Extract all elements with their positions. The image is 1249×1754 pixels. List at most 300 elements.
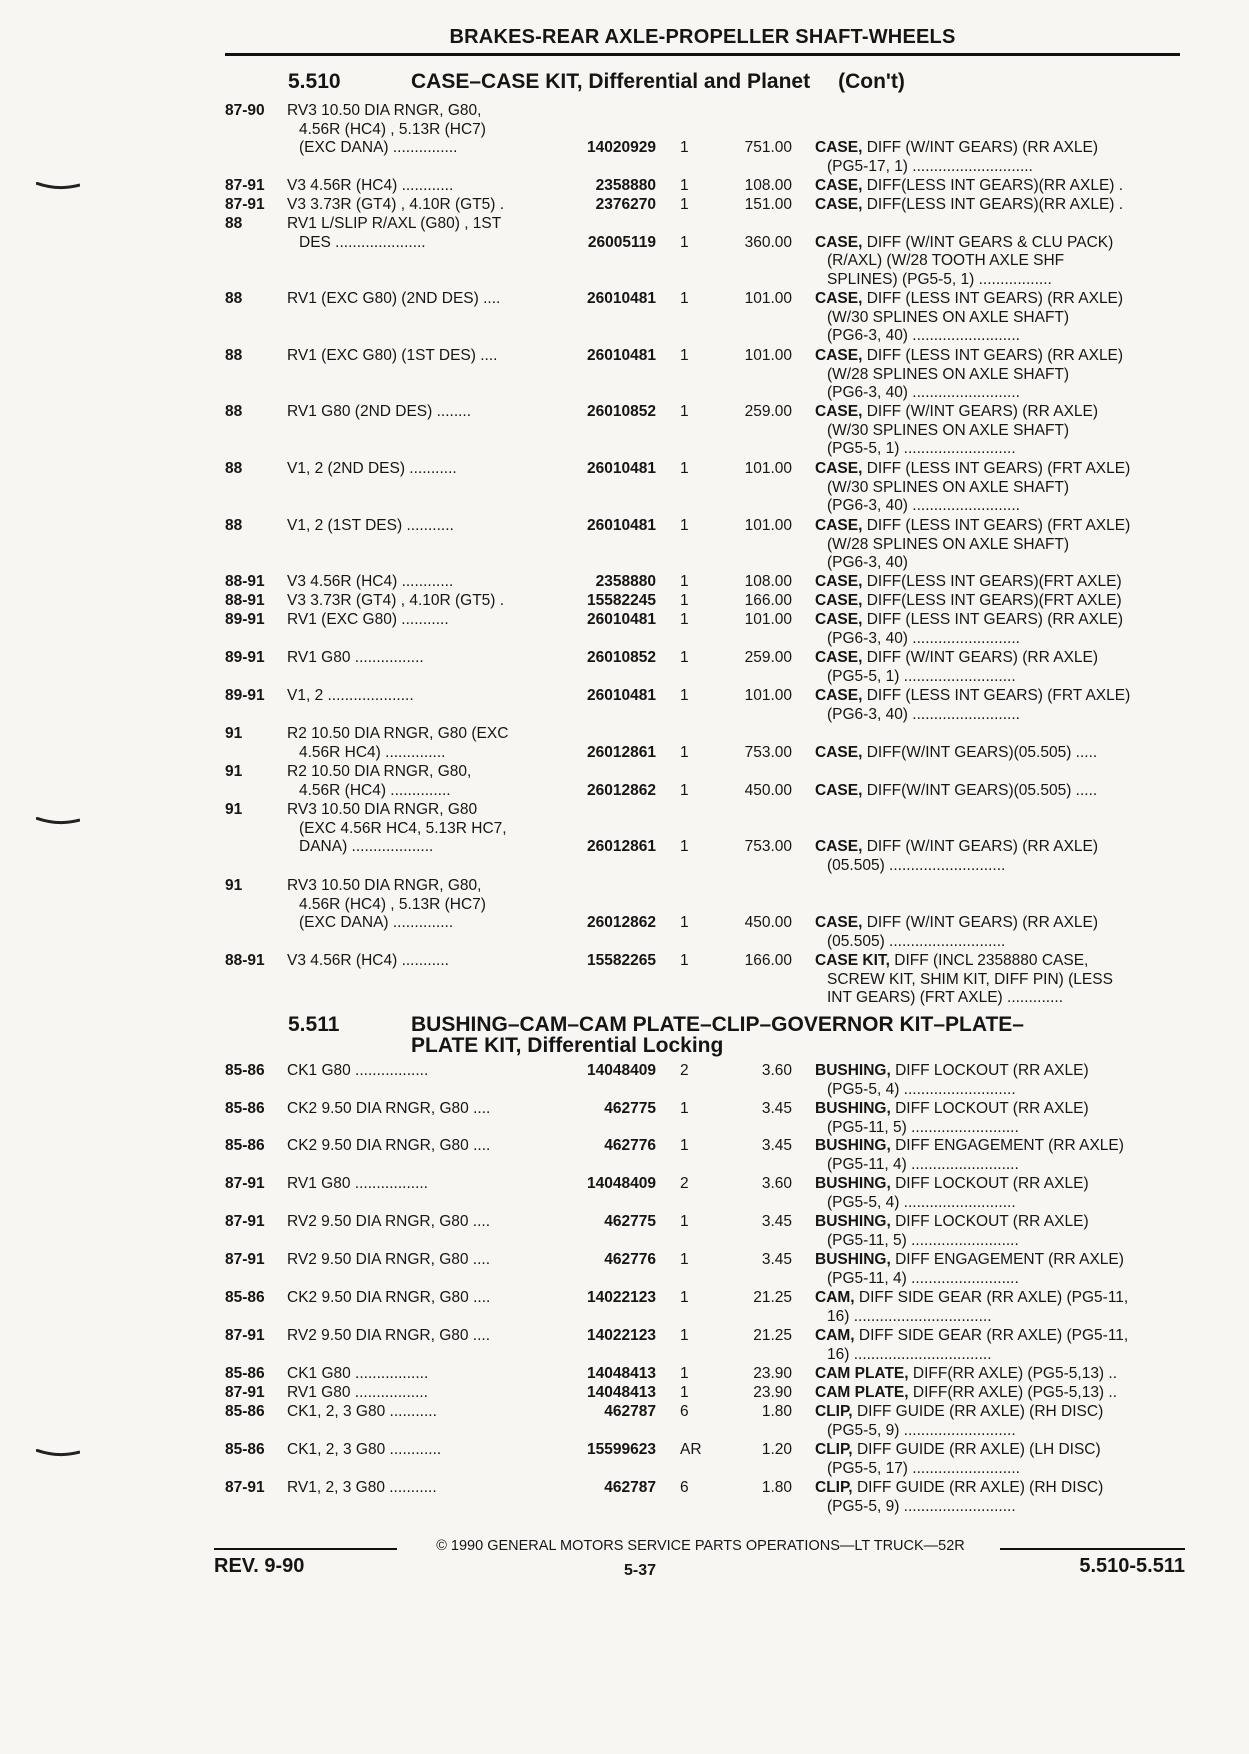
model-year: 88: [225, 347, 243, 364]
part-name-line: [815, 177, 1180, 196]
part-number: 462775: [604, 1100, 656, 1117]
quantity: 1: [680, 139, 689, 156]
part-number: 462775: [604, 1213, 656, 1230]
application-description: [287, 177, 552, 196]
part-name: [815, 517, 1180, 573]
part-name-line: [815, 1460, 1180, 1479]
part-name-line: [815, 252, 1180, 271]
description-line: RV1 (EXC G80) ...........: [287, 611, 449, 628]
part-name-text: (W/28 SPLINES ON AXLE SHAFT): [827, 365, 1070, 383]
part-number: 26010481: [587, 687, 656, 704]
price: 108.00: [744, 177, 792, 194]
part-name-text: (W/30 SPLINES ON AXLE SHAFT): [827, 308, 1070, 326]
part-number: 26010481: [587, 460, 656, 477]
part-name: [815, 139, 1180, 176]
part-number: 14048413: [587, 1384, 656, 1401]
description-line: (EXC DANA) ..............: [299, 914, 454, 931]
part-number: 462787: [604, 1403, 656, 1420]
part-number: 15582245: [587, 592, 656, 609]
description-line: RV1 L/SLIP R/AXL (G80) , 1ST: [287, 215, 502, 232]
part-number: 26012861: [587, 743, 656, 761]
model-year: 87-90: [225, 102, 265, 119]
part-number: 26005119: [587, 233, 656, 251]
part-name: [815, 1365, 1180, 1384]
price: 151.00: [744, 196, 792, 213]
part-name: [815, 196, 1180, 215]
price: 108.00: [744, 573, 792, 590]
quantity: 1: [680, 1384, 689, 1401]
part-name-noun: CAM PLATE,: [815, 1365, 909, 1382]
description-line: V1, 2 ....................: [287, 687, 414, 704]
description-line: V1, 2 (2ND DES) ...........: [287, 460, 457, 477]
part-name-noun: CASE,: [815, 649, 863, 666]
part-name-noun: CASE,: [815, 687, 863, 704]
part-name-noun: CASE,: [815, 196, 863, 213]
description-line: V3 4.56R (HC4) ............: [287, 573, 454, 590]
part-name-line: [815, 1137, 1180, 1156]
part-name-line: [815, 782, 1180, 801]
part-number: 14048409: [587, 1175, 656, 1192]
price: 101.00: [744, 290, 792, 307]
description-line: CK2 9.50 DIA RNGR, G80 ....: [287, 1100, 491, 1117]
part-name-text: (W/30 SPLINES ON AXLE SHAFT): [827, 478, 1070, 496]
part-name-line: [815, 403, 1180, 422]
part-number: 26010481: [587, 611, 656, 628]
application-description: [287, 290, 552, 309]
application-description: [287, 215, 552, 252]
part-name-line: [815, 536, 1180, 555]
model-year: 85-86: [225, 1403, 265, 1420]
part-name-line: [815, 744, 1180, 763]
quantity: 1: [680, 914, 689, 931]
part-name-noun: CASE,: [815, 743, 863, 761]
part-name-line: [815, 706, 1180, 725]
part-name-text: DIFF (LESS INT GEARS) (FRT AXLE): [866, 460, 1131, 477]
part-name-text: (PG6-3, 40) .........................: [827, 629, 1020, 647]
model-year: 88: [225, 517, 243, 534]
part-name-text: 16) ................................: [827, 1307, 992, 1325]
part-name-noun: CASE,: [815, 517, 863, 534]
description-line: RV1, 2, 3 G80 ...........: [287, 1479, 437, 1496]
quantity: 1: [680, 1251, 689, 1268]
price: 166.00: [744, 592, 792, 609]
part-name-noun: BUSHING,: [815, 1251, 891, 1268]
part-name-line: [815, 611, 1180, 630]
model-year: 85-86: [225, 1062, 265, 1079]
part-name: [815, 592, 1180, 611]
part-name-line: [815, 1213, 1180, 1232]
application-description: [287, 1213, 552, 1232]
price: 1.20: [761, 1441, 792, 1458]
quantity: 1: [680, 233, 689, 251]
quantity: 1: [680, 611, 689, 628]
part-name-text: 16) ................................: [827, 1345, 992, 1363]
part-name-text: DIFF (W/INT GEARS & CLU PACK): [866, 233, 1114, 251]
part-name-text: DIFF(LESS INT GEARS)(RR AXLE) .: [866, 196, 1124, 213]
part-name-noun: CASE,: [815, 290, 863, 307]
model-year: 87-91: [225, 1479, 265, 1496]
part-name-text: DIFF (LESS INT GEARS) (FRT AXLE): [866, 687, 1131, 704]
part-name-noun: CASE,: [815, 233, 863, 251]
part-name: [815, 1441, 1180, 1478]
description-line: 4.56R HC4) ..............: [299, 743, 446, 761]
part-name-line: [815, 309, 1180, 328]
price: 753.00: [744, 743, 792, 761]
quantity: AR: [680, 1441, 702, 1458]
quantity: 1: [680, 1289, 689, 1306]
description-line: 4.56R (HC4) ..............: [299, 781, 451, 799]
description-line: RV3 10.50 DIA RNGR, G80,: [287, 877, 482, 894]
part-name-text: DIFF (W/INT GEARS) (RR AXLE): [866, 649, 1099, 666]
part-name-line: [815, 1270, 1180, 1289]
description-line: CK2 9.50 DIA RNGR, G80 ....: [287, 1137, 491, 1154]
part-name-line: [815, 347, 1180, 366]
part-name-text: DIFF LOCKOUT (RR AXLE): [895, 1100, 1089, 1117]
model-year: 85-86: [225, 1100, 265, 1117]
part-name-noun: CASE KIT,: [815, 952, 890, 969]
part-name-line: [815, 158, 1180, 177]
application-description: [287, 952, 552, 971]
part-name: [815, 1062, 1180, 1099]
price: 166.00: [744, 952, 792, 969]
quantity: 1: [680, 196, 689, 213]
part-name-line: [815, 989, 1180, 1008]
description-line: (EXC 4.56R HC4, 5.13R HC7,: [299, 819, 507, 837]
part-name: [815, 1251, 1180, 1288]
part-name-line: [815, 649, 1180, 668]
part-name-text: DIFF (LESS INT GEARS) (FRT AXLE): [866, 517, 1131, 534]
application-description: [287, 460, 552, 479]
part-number: 2358880: [595, 177, 656, 194]
part-name: [815, 1137, 1180, 1174]
part-name-line: [815, 971, 1180, 990]
part-name: [815, 1384, 1180, 1403]
part-name: [815, 649, 1180, 686]
quantity: 1: [680, 649, 689, 666]
part-name-text: DIFF(LESS INT GEARS)(RR AXLE) .: [866, 177, 1124, 194]
description-line: RV1 G80 ................: [287, 649, 424, 666]
part-name-noun: CLIP,: [815, 1441, 853, 1458]
part-name-line: [815, 1251, 1180, 1270]
price: 23.90: [753, 1384, 792, 1401]
price: 21.25: [753, 1327, 792, 1344]
section-name-line: CASE–CASE KIT, Differential and Planet: [411, 70, 811, 93]
part-name-text: (PG5-11, 5) .........................: [827, 1231, 1019, 1249]
part-number: 26010852: [587, 649, 656, 666]
part-name-noun: CASE,: [815, 611, 863, 628]
part-number: 462787: [604, 1479, 656, 1496]
part-name-noun: CASE,: [815, 781, 863, 799]
model-year: 87-91: [225, 1384, 265, 1401]
part-name-line: [815, 384, 1180, 403]
description-line: RV1 G80 .................: [287, 1384, 428, 1401]
description-line: V1, 2 (1ST DES) ...........: [287, 517, 454, 534]
part-name-noun: BUSHING,: [815, 1213, 891, 1230]
part-name-text: (W/30 SPLINES ON AXLE SHAFT): [827, 421, 1070, 439]
part-name: [815, 914, 1180, 951]
part-name-text: (PG5-11, 4) .........................: [827, 1269, 1019, 1287]
part-name-text: DIFF GUIDE (RR AXLE) (RH DISC): [856, 1479, 1104, 1496]
part-name-line: [815, 952, 1180, 971]
quantity: 1: [680, 460, 689, 477]
quantity: 2: [680, 1062, 689, 1079]
part-name: [815, 744, 1180, 763]
part-name-line: [815, 479, 1180, 498]
part-name: [815, 573, 1180, 592]
binding-hole-mark: [36, 817, 80, 825]
part-name-noun: BUSHING,: [815, 1175, 891, 1192]
part-name-line: [815, 1100, 1180, 1119]
part-name: [815, 234, 1180, 290]
model-year: 88: [225, 460, 243, 477]
part-name-line: [815, 517, 1180, 536]
quantity: 1: [680, 687, 689, 704]
quantity: 1: [680, 838, 689, 855]
description-line: RV1 G80 (2ND DES) ........: [287, 403, 472, 420]
part-number: 26012862: [587, 914, 656, 931]
part-name-noun: CASE,: [815, 177, 863, 194]
model-year: 87-91: [225, 1213, 265, 1230]
model-year: 85-86: [225, 1137, 265, 1154]
part-name-text: (PG6-3, 40) .........................: [827, 327, 1020, 344]
application-description: [287, 1100, 552, 1119]
part-name-text: (PG6-3, 40) .........................: [827, 384, 1020, 401]
part-name-line: [815, 1232, 1180, 1251]
part-name-text: (W/28 SPLINES ON AXLE SHAFT): [827, 535, 1070, 553]
part-name: [815, 687, 1180, 724]
price: 101.00: [744, 687, 792, 704]
part-number: 26012861: [587, 838, 656, 855]
price: 101.00: [744, 611, 792, 628]
price: 450.00: [744, 781, 792, 799]
section-number: 5.511: [288, 1013, 340, 1036]
part-name-line: [815, 440, 1180, 459]
part-name-noun: CLIP,: [815, 1403, 853, 1420]
description-line: RV2 9.50 DIA RNGR, G80 ....: [287, 1327, 491, 1344]
part-name-text: DIFF (LESS INT GEARS) (RR AXLE): [866, 347, 1124, 364]
part-name: [815, 347, 1180, 403]
part-name-line: [815, 422, 1180, 441]
part-name-line: [815, 1119, 1180, 1138]
part-name-line: [815, 668, 1180, 687]
part-name-line: [815, 1441, 1180, 1460]
description-line: CK1 G80 .................: [287, 1062, 429, 1079]
part-name-text: DIFF (W/INT GEARS) (RR AXLE): [866, 914, 1099, 931]
quantity: 6: [680, 1479, 689, 1496]
part-name-line: [815, 1194, 1180, 1213]
price: 3.60: [761, 1175, 792, 1192]
description-line: R2 10.50 DIA RNGR, G80,: [287, 763, 472, 780]
quantity: 1: [680, 1137, 689, 1154]
application-description: [287, 725, 552, 762]
part-name-line: [815, 1498, 1180, 1517]
part-name-line: [815, 327, 1180, 346]
application-description: [287, 102, 552, 158]
part-number: 14048409: [587, 1062, 656, 1079]
quantity: 2: [680, 1175, 689, 1192]
part-name-line: [815, 460, 1180, 479]
application-description: [287, 347, 552, 366]
header-rule: [225, 53, 1180, 56]
part-name-line: [815, 592, 1180, 611]
part-name-text: DIFF GUIDE (RR AXLE) (RH DISC): [856, 1403, 1104, 1420]
model-year: 87-91: [225, 1327, 265, 1344]
application-description: [287, 1441, 552, 1460]
quantity: 1: [680, 1365, 689, 1382]
part-name: [815, 1175, 1180, 1212]
footer-rule-left: [214, 1548, 397, 1550]
price: 753.00: [744, 838, 792, 855]
part-name-line: [815, 1081, 1180, 1100]
part-name: [815, 403, 1180, 459]
price: 23.90: [753, 1365, 792, 1382]
part-name-line: [815, 1062, 1180, 1081]
part-name-text: DIFF LOCKOUT (RR AXLE): [895, 1062, 1089, 1079]
price: 101.00: [744, 347, 792, 364]
model-year: 88-91: [225, 952, 265, 969]
part-name-line: [815, 914, 1180, 933]
part-name-text: (PG5-5, 9) ..........................: [827, 1421, 1016, 1439]
part-name-line: [815, 573, 1180, 592]
part-name-text: (05.505) ...........................: [827, 932, 1006, 950]
description-line: RV2 9.50 DIA RNGR, G80 ....: [287, 1251, 491, 1268]
part-name: [815, 1403, 1180, 1440]
quantity: 1: [680, 403, 689, 420]
part-name: [815, 611, 1180, 648]
part-number: 15582265: [587, 952, 656, 969]
part-name-text: DIFF ENGAGEMENT (RR AXLE): [895, 1137, 1124, 1154]
model-year: 91: [225, 725, 243, 742]
part-name-text: SPLINES) (PG5-5, 1) .................: [827, 270, 1052, 288]
part-name-line: [815, 838, 1180, 857]
description-line: V3 4.56R (HC4) ............: [287, 177, 454, 194]
part-name-noun: CASE,: [815, 573, 863, 590]
application-description: [287, 877, 552, 933]
section-reference: 5.510-5.511: [1079, 1555, 1185, 1577]
quantity: 1: [680, 743, 689, 761]
part-name-noun: CLIP,: [815, 1479, 853, 1496]
application-description: [287, 592, 552, 611]
quantity: 6: [680, 1403, 689, 1420]
part-name-line: [815, 687, 1180, 706]
part-name-noun: CASE,: [815, 592, 863, 609]
description-line: CK1, 2, 3 G80 ...........: [287, 1403, 437, 1420]
part-name-line: [815, 1308, 1180, 1327]
part-number: 462776: [604, 1251, 656, 1268]
part-name-line: [815, 234, 1180, 253]
description-line: CK2 9.50 DIA RNGR, G80 ....: [287, 1289, 491, 1306]
part-name-noun: CAM PLATE,: [815, 1384, 909, 1401]
part-name-text: DIFF(RR AXLE) (PG5-5,13) ..: [912, 1384, 1118, 1401]
part-name-text: (PG5-17, 1) ............................: [827, 157, 1033, 175]
part-name-text: DIFF (W/INT GEARS) (RR AXLE): [866, 838, 1099, 855]
description-line: RV1 (EXC G80) (2ND DES) ....: [287, 290, 501, 307]
section-name: [411, 1014, 1024, 1056]
part-name-text: (PG5-5, 17) .........................: [827, 1459, 1020, 1477]
quantity: 1: [680, 781, 689, 799]
part-name-line: [815, 196, 1180, 215]
part-name-text: DIFF SIDE GEAR (RR AXLE) (PG5-11,: [858, 1327, 1129, 1344]
quantity: 1: [680, 952, 689, 969]
part-name: [815, 1289, 1180, 1326]
model-year: 91: [225, 801, 243, 818]
section-number: 5.510: [288, 70, 341, 93]
part-number: 26010852: [587, 403, 656, 420]
part-name-line: [815, 1365, 1180, 1384]
price: 3.45: [761, 1213, 792, 1230]
model-year: 89-91: [225, 687, 265, 704]
part-name-text: SCREW KIT, SHIM KIT, DIFF PIN) (LESS: [827, 970, 1113, 988]
part-name-text: (PG6-3, 40) .........................: [827, 497, 1020, 514]
part-name-line: [815, 497, 1180, 516]
model-year: 88: [225, 215, 243, 232]
part-name-line: [815, 857, 1180, 876]
part-name-noun: CASE,: [815, 838, 863, 855]
application-description: [287, 763, 552, 800]
description-line: RV1 (EXC G80) (1ST DES) ....: [287, 347, 498, 364]
description-line: 4.56R (HC4) , 5.13R (HC7): [299, 120, 486, 138]
part-number: 15599623: [587, 1441, 656, 1458]
part-name-text: (PG5-11, 4) .........................: [827, 1155, 1019, 1173]
model-year: 88-91: [225, 592, 265, 609]
part-name-line: [815, 290, 1180, 309]
model-year: 91: [225, 877, 243, 894]
application-description: [287, 1251, 552, 1270]
part-name-line: [815, 1156, 1180, 1175]
description-line: 4.56R (HC4) , 5.13R (HC7): [299, 895, 486, 913]
model-year: 87-91: [225, 177, 265, 194]
part-name-text: (PG5-5, 1) ..........................: [827, 667, 1016, 685]
application-description: [287, 403, 552, 422]
part-name-noun: BUSHING,: [815, 1100, 891, 1117]
price: 101.00: [744, 460, 792, 477]
application-description: [287, 517, 552, 536]
part-name-text: (PG6-3, 40) .........................: [827, 705, 1020, 723]
price: 259.00: [744, 649, 792, 666]
part-name-text: (PG5-5, 4) ..........................: [827, 1193, 1016, 1211]
price: 21.25: [753, 1289, 792, 1306]
part-number: 26012862: [587, 781, 656, 799]
quantity: 1: [680, 290, 689, 307]
application-description: [287, 1289, 552, 1308]
description-line: CK1 G80 .................: [287, 1365, 429, 1382]
section-name-line: BUSHING–CAM–CAM PLATE–CLIP–GOVERNOR KIT–PLATE–: [411, 1013, 1024, 1036]
part-name-text: DIFF(W/INT GEARS)(05.505) .....: [866, 743, 1098, 761]
part-name-text: DIFF LOCKOUT (RR AXLE): [895, 1213, 1089, 1230]
application-description: [287, 1384, 552, 1403]
section-name: [411, 71, 905, 92]
price: 3.60: [761, 1062, 792, 1079]
part-name-text: INT GEARS) (FRT AXLE) .............: [827, 989, 1063, 1006]
page-number: 5-37: [623, 1562, 657, 1579]
model-year: 85-86: [225, 1289, 265, 1306]
part-name-line: [815, 1289, 1180, 1308]
part-number: 14022123: [587, 1327, 656, 1344]
part-name-line: [815, 554, 1180, 573]
application-description: [287, 1327, 552, 1346]
quantity: 1: [680, 177, 689, 194]
description-line: RV1 G80 .................: [287, 1175, 428, 1192]
part-name-text: DIFF (LESS INT GEARS) (RR AXLE): [866, 611, 1124, 628]
part-name-text: DIFF(LESS INT GEARS)(FRT AXLE): [866, 592, 1122, 609]
binding-hole-mark: [36, 1449, 80, 1457]
part-name-line: [815, 933, 1180, 952]
description-line: RV2 9.50 DIA RNGR, G80 ....: [287, 1213, 491, 1230]
part-name-line: [815, 366, 1180, 385]
part-number: 26010481: [587, 290, 656, 307]
application-description: [287, 1365, 552, 1384]
part-name-text: DIFF (W/INT GEARS) (RR AXLE): [866, 139, 1099, 156]
